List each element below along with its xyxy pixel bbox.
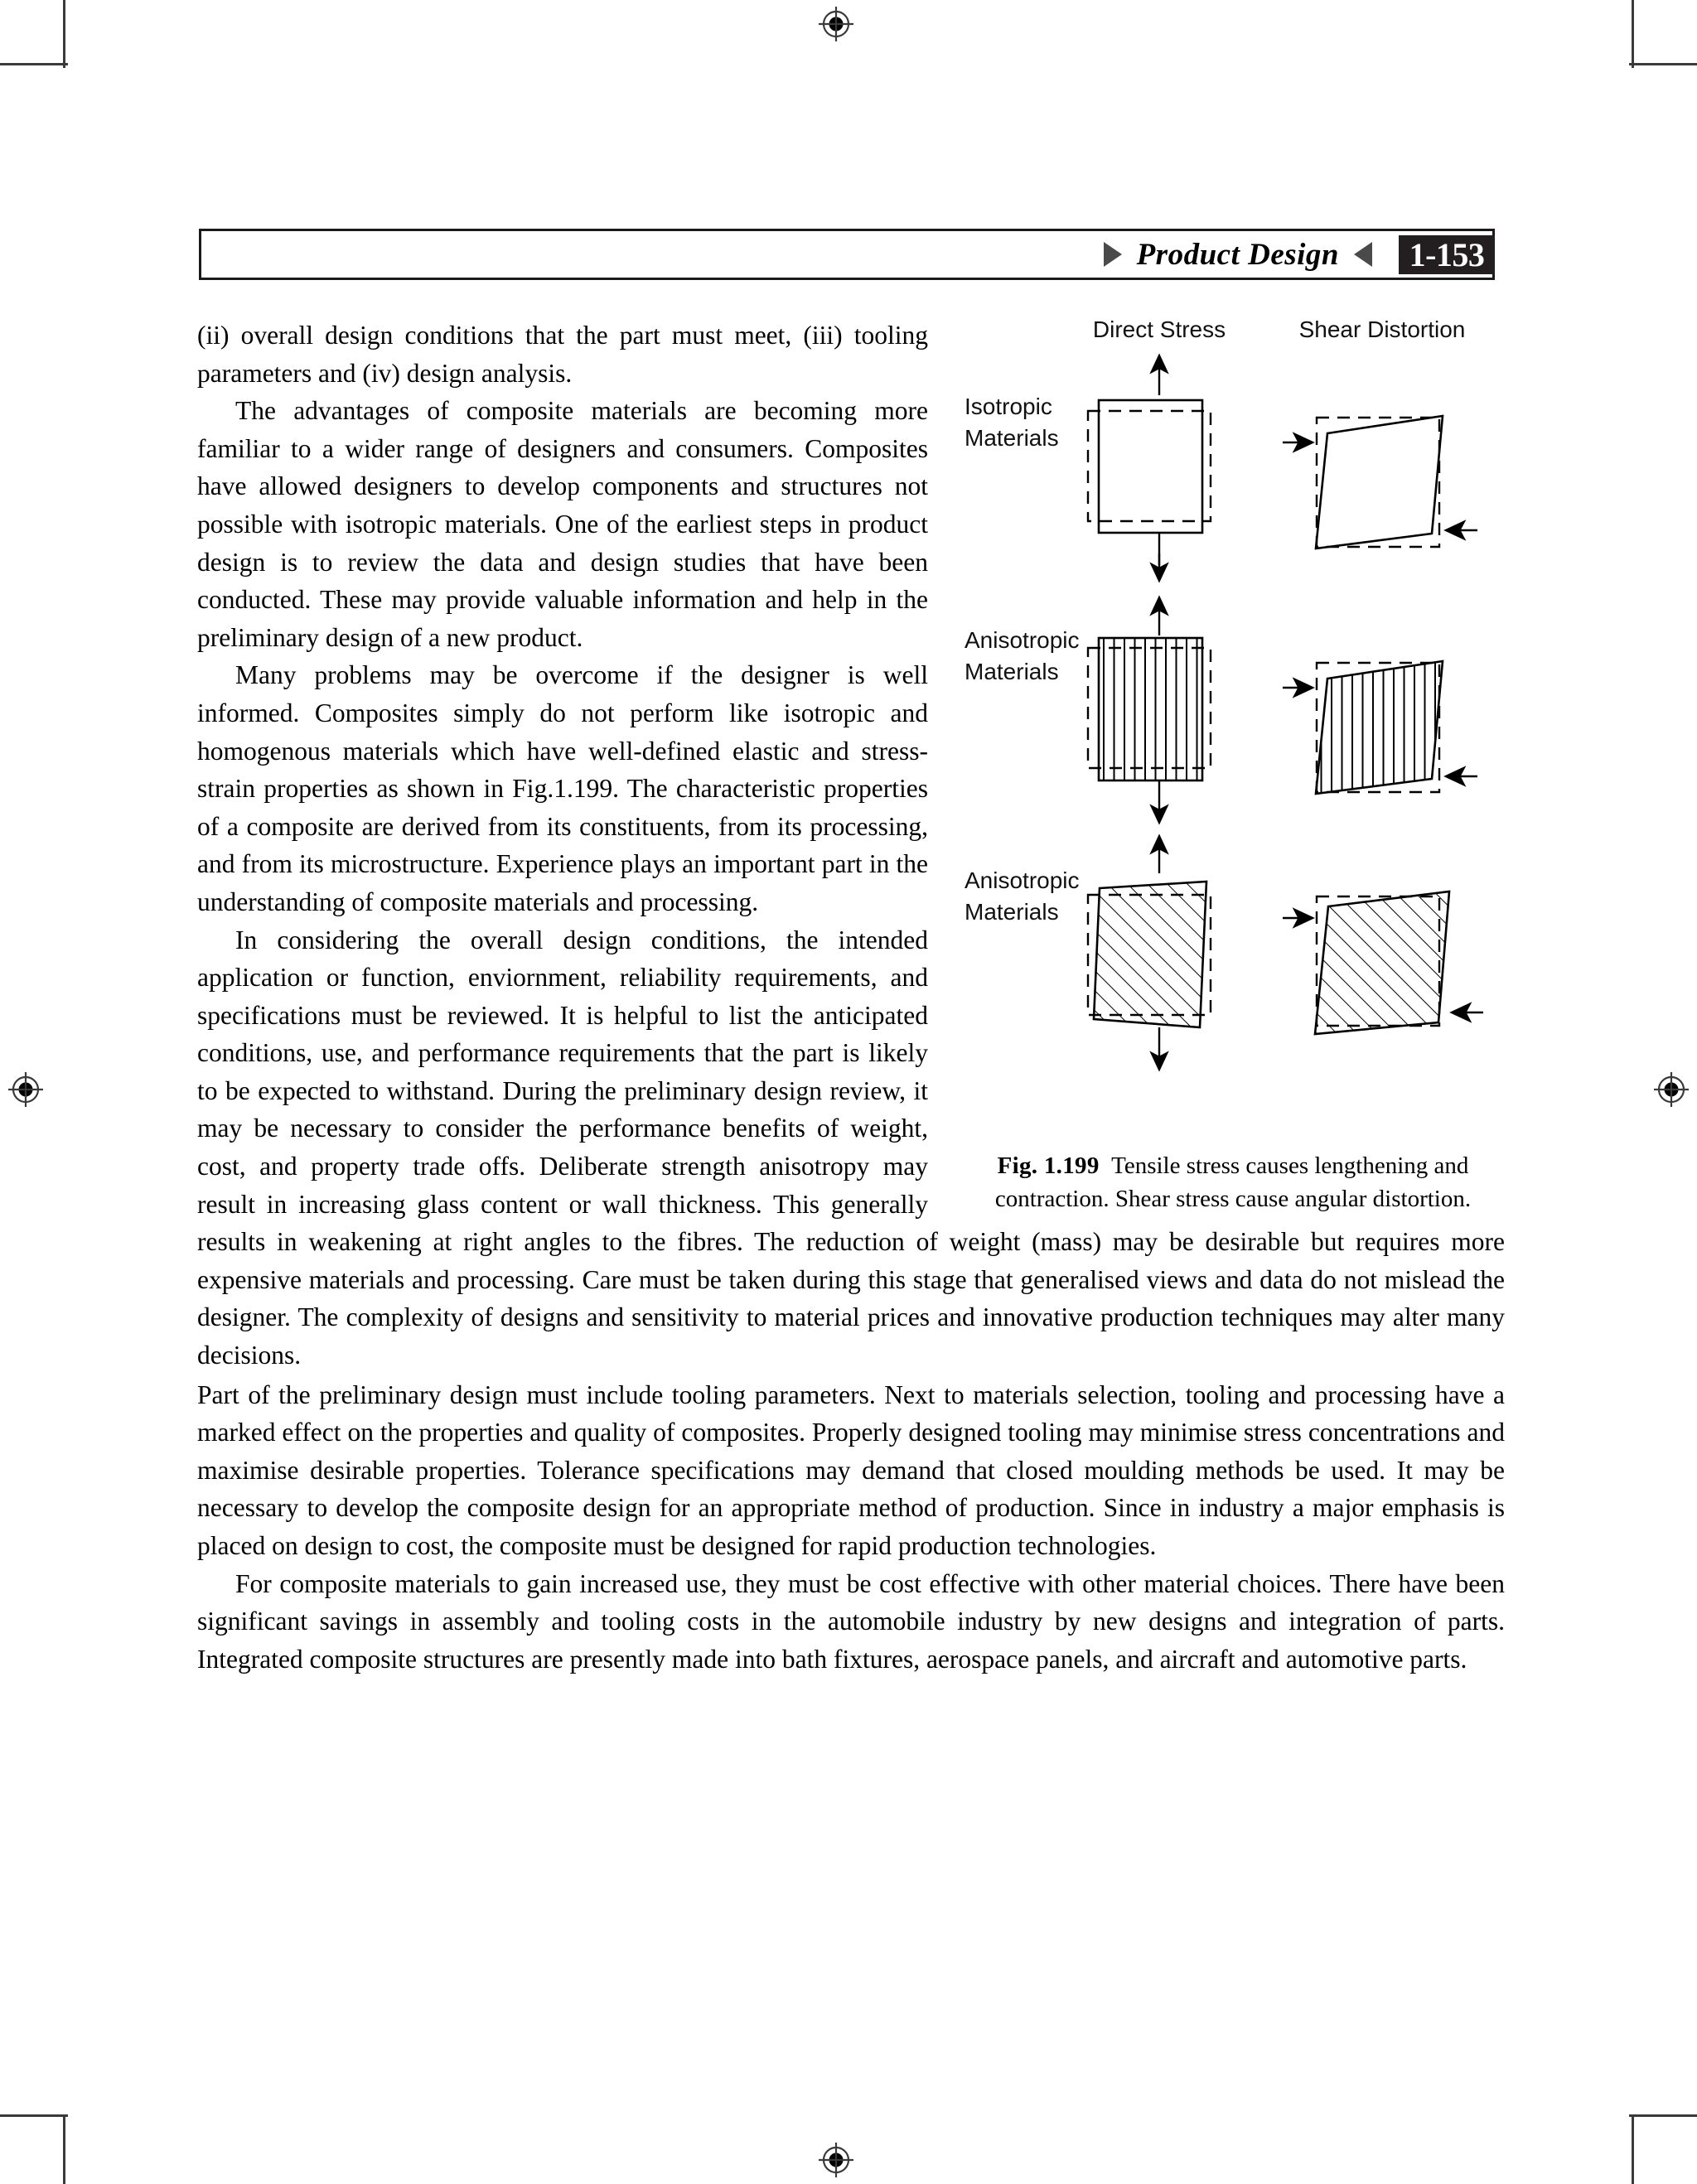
triangle-left-icon <box>1354 242 1372 267</box>
figure-row-label-3-line2: Materials <box>965 899 1059 925</box>
figure-caption-label: Fig. 1.199 <box>997 1152 1100 1179</box>
page-title: Product Design <box>1136 237 1339 272</box>
figure-row-label-3-line1: Anisotropic <box>965 867 1080 893</box>
paragraph-6: For composite materials to gain increased use, they must be cost effective with other material choices. There have been significant savings in assembly and tooling costs in the automobile industry by new designs and integration of parts. Integrated composite structures are presently made into bath fixtures, aerospace panels, and aircraft and automotive parts. <box>197 1568 1505 1674</box>
running-header <box>199 229 1495 280</box>
figure-caption <box>958 1149 1505 1215</box>
figure-row-label-1-line2: Materials <box>965 425 1059 451</box>
crop-mark-bottom-left-vertical <box>63 2116 65 2184</box>
text-and-figure-wrap <box>197 316 1505 1375</box>
isotropic-shear-original-outline <box>1317 418 1439 547</box>
crop-mark-bottom-left-horizontal <box>0 2114 68 2117</box>
aniso-v-shear-deformed-outline <box>1316 661 1443 794</box>
isotropic-deformed-outline <box>1099 400 1202 533</box>
full-width-text <box>197 1375 1505 1679</box>
paragraph-3: Many problems may be overcome if the designer is well informed. Composites simply do not perform like isotropic and homogenous materials which have well-defined elastic and stress-strain properties as shown in Fig.1.199. The characteristic properties of a composite are derived from its constituents, from its processing, and from its microstructure. Experience plays an important part in the understanding of composite materials and processing. <box>197 660 928 916</box>
figure-1-199 <box>958 316 1505 1215</box>
crop-mark-top-left-horizontal <box>0 63 68 65</box>
figure-row-label-2-line1: Anisotropic <box>965 627 1080 653</box>
figure-caption-text: Tensile stress causes lengthening and contraction. Shear stress cause angular distortion. <box>994 1152 1472 1212</box>
aniso-v-deformed-outline <box>1099 638 1202 780</box>
registration-target-icon-top <box>817 5 855 43</box>
aniso-d-shear-deformed-outline <box>1315 891 1449 1034</box>
crop-mark-bottom-right-horizontal <box>1629 2114 1697 2117</box>
page-content <box>197 316 1505 1678</box>
registration-target-icon-right <box>1652 1070 1690 1109</box>
figure-heading-direct-stress: Direct Stress <box>1092 316 1226 342</box>
isotropic-shear-deformed-outline <box>1316 416 1443 548</box>
paragraph-5: Part of the preliminary design must include tooling parameters. Next to materials selection, tooling and processing have a marked effect on the properties and quality of composites. Properly designed tooling may minimise stress concentrations and maximise desirable properties. Tolerance specifications may demand that closed moulding methods be used. It may be necessary to develop the composite design for an appropriate method of production. Since in industry a major emphasis is placed on design to cost, the composite must be designed for rapid production technologies. <box>197 1379 1505 1560</box>
stress-distortion-diagram <box>958 316 1505 1149</box>
figure-row-label-1-line1: Isotropic <box>965 394 1052 419</box>
crop-mark-top-right-vertical <box>1632 0 1634 68</box>
crop-mark-bottom-right-vertical <box>1632 2116 1634 2184</box>
registration-target-icon-bottom <box>817 2141 855 2179</box>
page-number-badge: 1-153 <box>1399 235 1495 274</box>
figure-heading-shear-distortion: Shear Distortion <box>1298 316 1466 342</box>
running-header-content <box>1104 231 1492 278</box>
aniso-d-deformed-outline <box>1094 882 1206 1027</box>
crop-mark-top-left-vertical <box>63 0 65 68</box>
paragraph-2: The advantages of composite materials are becoming more familiar to a wider range of designers and consumers. Composites have allowed designers to develop components and structures not possible with isotropic materials. One of the earliest steps in product design is to review the data and design studies that have been conducted. These may provide valuable information and help in the preliminary design of a new product. <box>197 396 928 652</box>
figure-row-label-2-line2: Materials <box>965 659 1059 684</box>
paragraph-1: (ii) overall design conditions that the part must meet, (iii) tooling parameters and (iv) design analysis. <box>197 321 928 388</box>
paragraph-4: In considering the overall design conditions, the intended application or function, enviornment, reliability requirements, and specifications must be reviewed. It is helpful to list the anticipated conditions, use, and performance requirements that the part is likely to be expected to withstand. During the preliminary design review, it may be necessary to consider the performance benefits of weight, cost, and property trade offs. Deliberate strength anisotropy may result in increasing glass content or wall thickness. This generally results in weakening at right angles to the fibres. The reduction of weight (mass) may be desirable but requires more expensive materials and processing. Care must be taken during this stage that generalised views and data do not mislead the designer. The complexity of designs and sensitivity to material prices and innovative production techniques may alter many decisions. <box>197 925 1505 1370</box>
registration-target-icon-left <box>7 1070 45 1109</box>
figure-diagram <box>958 316 1505 1149</box>
crop-mark-top-right-horizontal <box>1629 63 1697 65</box>
triangle-right-icon <box>1104 242 1122 267</box>
